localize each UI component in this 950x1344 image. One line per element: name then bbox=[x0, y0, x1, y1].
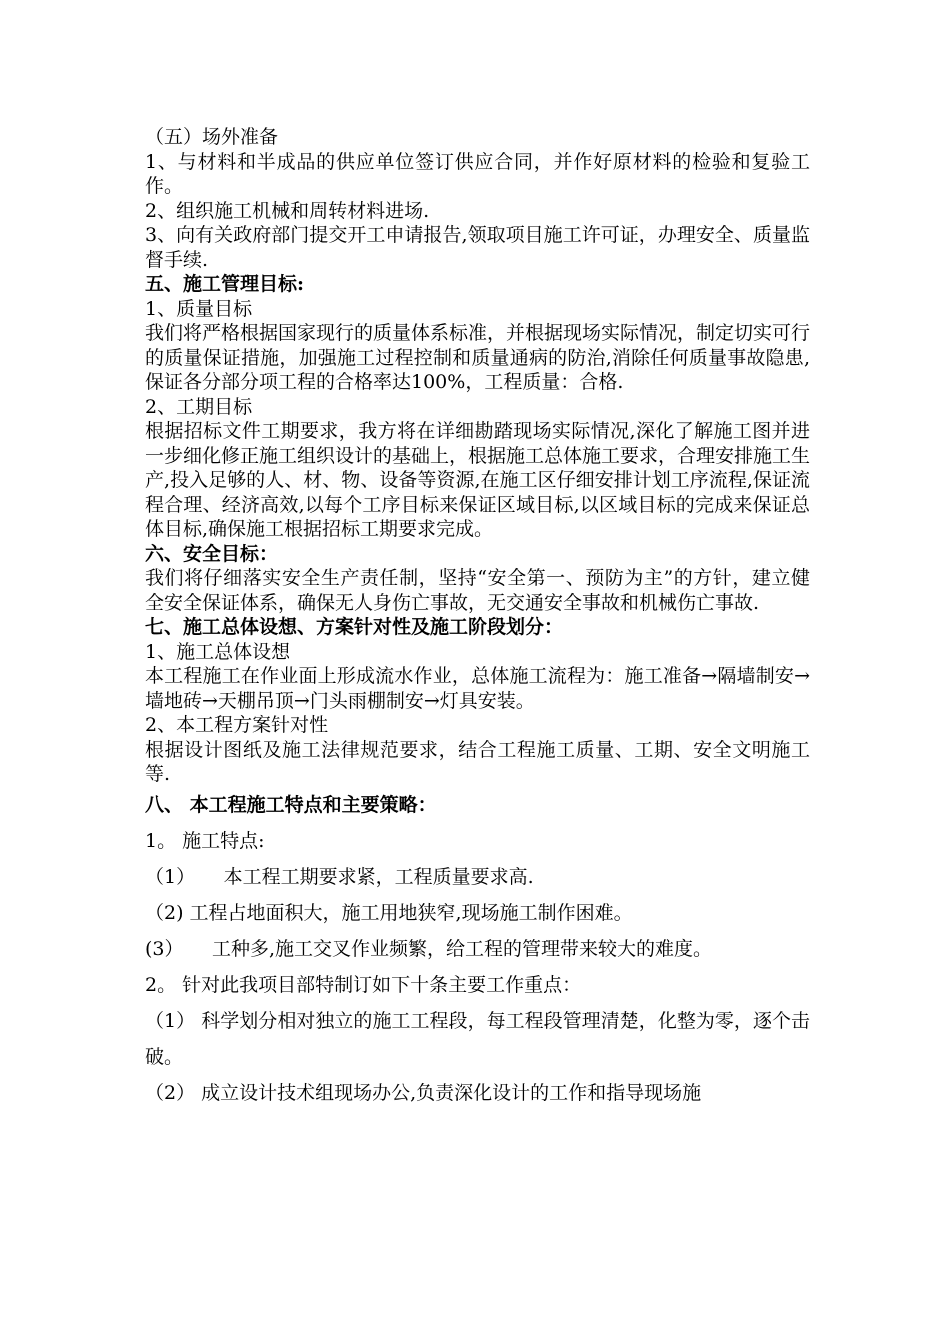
paragraph: 我们将严格根据国家现行的质量体系标准，并根据现场实际情况，制定切实可行的质量保证措施，加强施工过程控制和质量通病的防治,消除任何质量事故隐患,保证各分部分项工程的合格率达100%，工程质量：合格. bbox=[145, 322, 811, 393]
document-page bbox=[145, 125, 810, 1111]
list-item: （2） 成立设计技术组现场办公,负责深化设计的工作和指导现场施 bbox=[145, 1081, 702, 1104]
list-heading: 2。 针对此我项目部特制订如下十条主要工作重点： bbox=[145, 973, 582, 996]
section-heading-5: 五、施工管理目标: bbox=[145, 273, 305, 295]
subheading-overall-concept: 1、施工总体设想 bbox=[145, 640, 291, 663]
paragraph: 根据设计图纸及施工法律规范要求，结合工程施工质量、工期、安全文明施工等. bbox=[145, 738, 810, 785]
list-item: （1） 科学划分相对独立的施工工程段，每工程段管理清楚，化整为零，逐个击破。 bbox=[145, 1009, 810, 1068]
list-heading: 1。 施工特点: bbox=[145, 829, 265, 852]
subheading-plan-relevance: 2、本工程方案针对性 bbox=[145, 714, 329, 736]
paragraph: 本工程施工在作业面上形成流水作业，总体施工流程为：施工准备→隔墙制安→墙地砖→天棚吊顶→门头雨棚制安→灯具安装。 bbox=[145, 665, 810, 712]
subheading-schedule-goal: 2、工期目标 bbox=[145, 395, 253, 418]
list-item: (3） 工种多,施工交叉作业频繁，给工程的管理带来较大的难度。 bbox=[145, 937, 713, 960]
section-heading-7: 七、施工总体设想、方案针对性及施工阶段划分： bbox=[145, 616, 564, 638]
section-heading-8: 八、 本工程施工特点和主要策略： bbox=[145, 793, 437, 816]
subheading-quality-goal: 1、质量目标 bbox=[145, 297, 253, 320]
paragraph: 我们将仔细落实安全生产责任制，坚持“安全第一、预防为主”的方针，建立健全安全保证体系，确保无人身伤亡事故，无交通安全事故和机械伤亡事故. bbox=[145, 567, 810, 614]
paragraph: 2、组织施工机械和周转材料进场. bbox=[145, 199, 430, 222]
paragraph: 3、向有关政府部门提交开工申请报告,领取项目施工许可证，办理安全、质量监督手续. bbox=[145, 224, 810, 271]
list-item: （1） 本工程工期要求紧，工程质量要求高. bbox=[145, 865, 534, 888]
section-heading-6: 六、安全目标： bbox=[145, 542, 279, 565]
paragraph: 根据招标文件工期要求，我方将在详细勘踏现场实际情况,深化了解施工图并进一步细化修正施工组织设计的基础上，根据施工总体施工要求，合理安排施工生产,投入足够的人、材、物、设备等资源,在施工区仔细安排计划工序流程,保证流程合理、经济高效,以每个工序目标来保证区域目标,以区域目标的完成来保证总体目标,确保施工根据招标工期要求完成。 bbox=[145, 420, 811, 540]
list-item: （2) 工程占地面积大，施工用地狭窄,现场施工制作困难。 bbox=[145, 901, 633, 924]
paragraph: 1、与材料和半成品的供应单位签订供应合同，并作好原材料的检验和复验工作。 bbox=[145, 150, 810, 197]
subsection-heading-offsite-prep: （五）场外准备 bbox=[145, 126, 279, 148]
